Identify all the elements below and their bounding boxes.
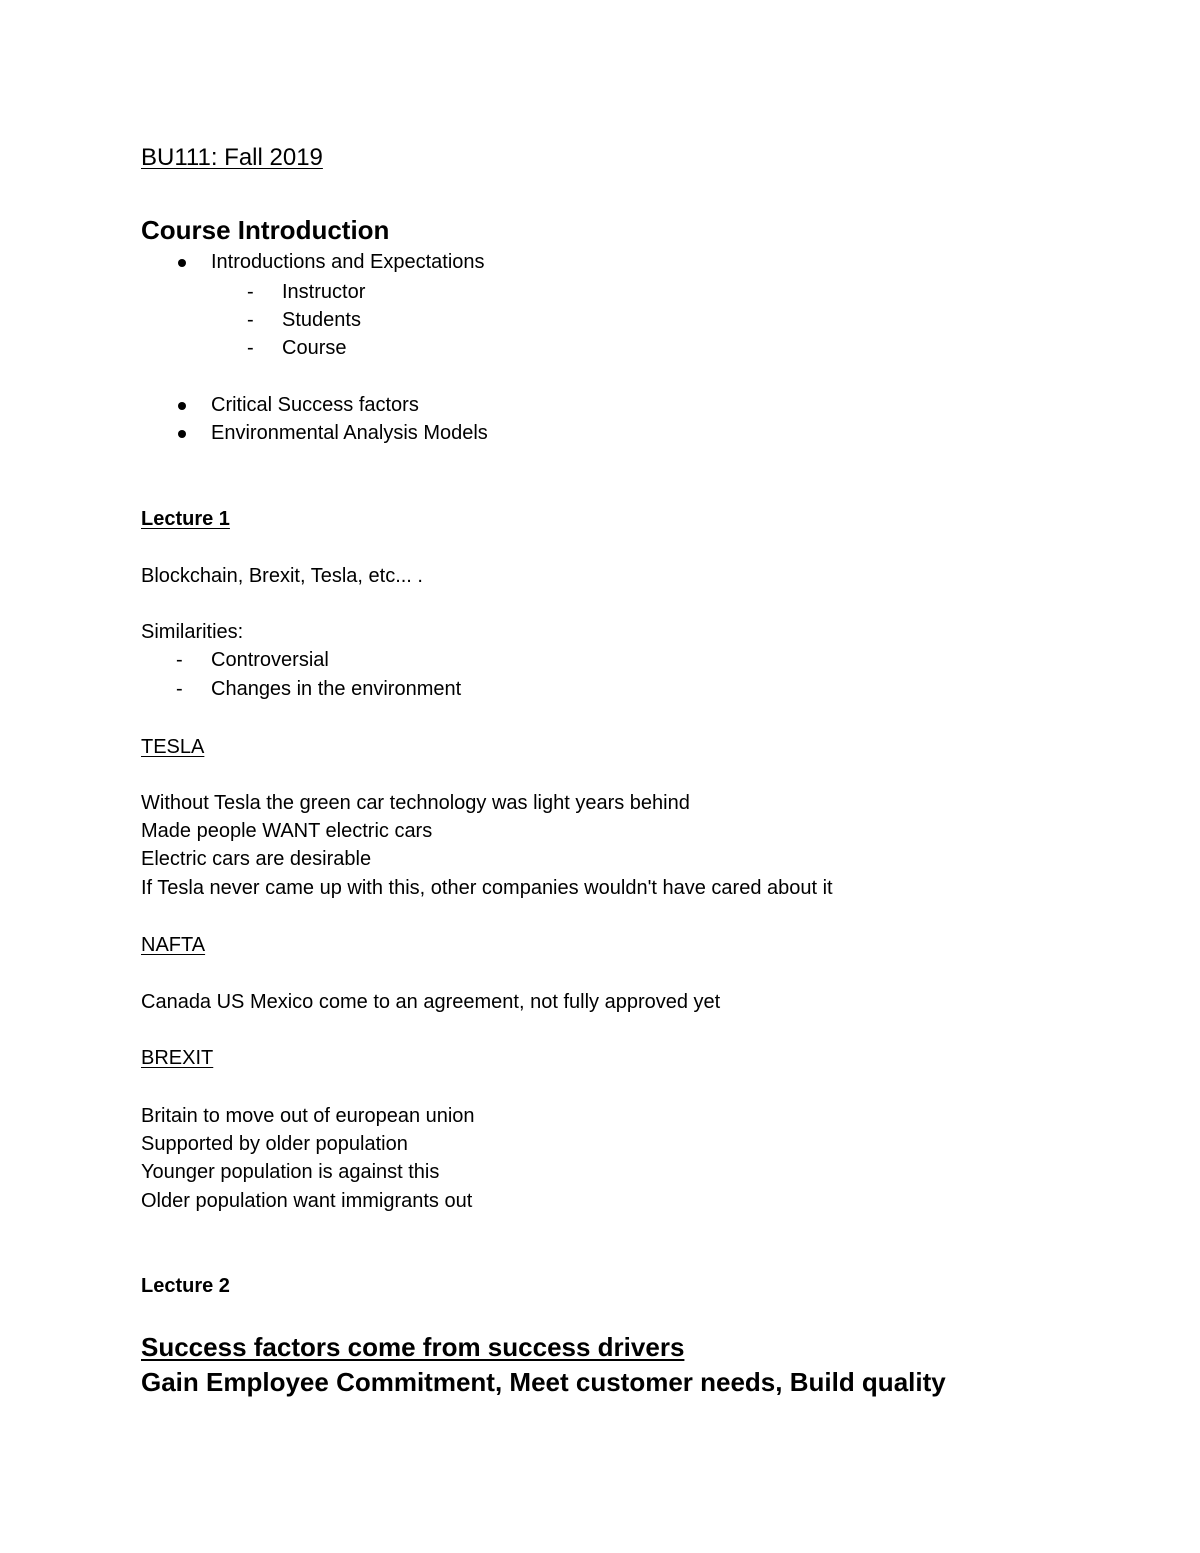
intro-item-1: Introductions and Expectations [211,251,485,273]
bullet-icon [178,402,186,410]
dash-icon: - [176,678,183,700]
tesla-line-3: Electric cars are desirable [141,848,372,870]
success-drivers-heading: Success factors come from success drivers [141,1332,685,1362]
bullet-icon [178,430,186,438]
brexit-line-4: Older population want immigrants out [141,1190,473,1212]
intro-sub-1: Instructor [282,281,366,303]
nafta-heading: NAFTA [141,934,206,956]
similarity-1: Controversial [211,649,329,671]
success-drivers-list: Gain Employee Commitment, Meet customer needs, Build quality [141,1367,946,1397]
brexit-line-3: Younger population is against this [141,1161,440,1183]
course-intro-heading: Course Introduction [141,215,390,245]
intro-sub-2: Students [282,309,361,331]
tesla-line-2: Made people WANT electric cars [141,820,433,842]
similarity-2: Changes in the environment [211,678,462,700]
nafta-line-1: Canada US Mexico come to an agreement, not fully approved yet [141,991,721,1013]
intro-item-3: Environmental Analysis Models [211,422,488,444]
brexit-line-1: Britain to move out of european union [141,1105,475,1127]
dash-icon: - [247,281,254,303]
dash-icon: - [247,309,254,331]
intro-sub-3: Course [282,337,347,359]
lecture-1-intro: Blockchain, Brexit, Tesla, etc... . [141,565,423,587]
tesla-line-1: Without Tesla the green car technology was light years behind [141,792,690,814]
lecture-2-heading: Lecture 2 [141,1275,230,1297]
tesla-heading: TESLA [141,736,205,758]
dash-icon: - [176,649,183,671]
brexit-heading: BREXIT [141,1047,214,1069]
lecture-1-heading: Lecture 1 [141,508,230,530]
bullet-icon [178,259,186,267]
dash-icon: - [247,337,254,359]
tesla-line-4: If Tesla never came up with this, other companies wouldn't have cared about it [141,877,833,899]
intro-item-2: Critical Success factors [211,394,419,416]
similarities-label: Similarities: [141,621,244,643]
brexit-line-2: Supported by older population [141,1133,408,1155]
doc-title: BU111: Fall 2019 [141,144,323,171]
